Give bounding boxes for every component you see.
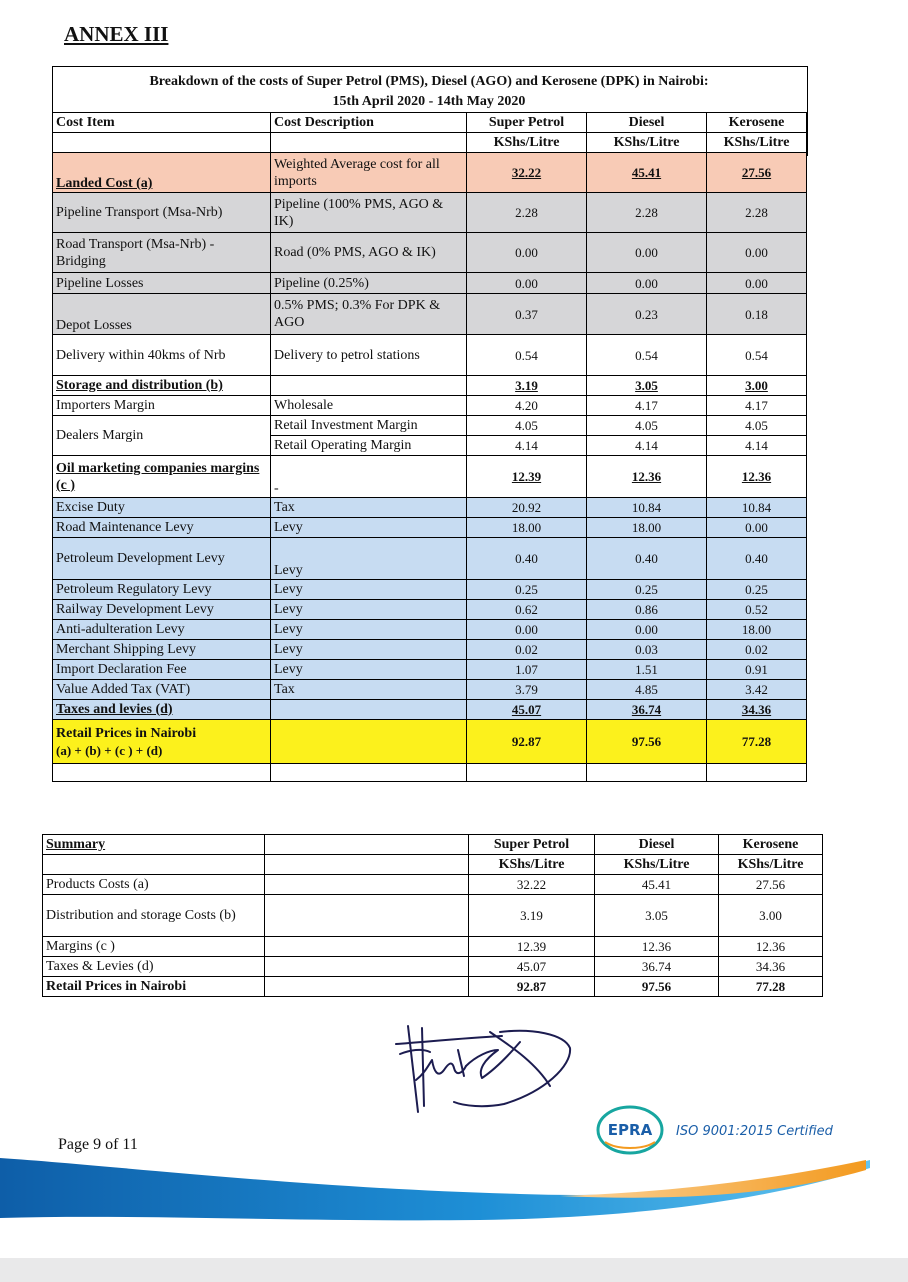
- row-diesel: 0.86: [587, 600, 707, 620]
- unit-kerosene: KShs/Litre: [707, 133, 807, 153]
- row-diesel: 0.54: [587, 335, 707, 376]
- row-diesel: 45.41: [587, 153, 707, 193]
- row-diesel: 4.14: [587, 436, 707, 456]
- table-row: [53, 600, 807, 620]
- summary-row: [43, 977, 823, 997]
- header-kerosene: Kerosene: [707, 113, 807, 133]
- row-item: Road Transport (Msa-Nrb) - Bridging: [53, 233, 271, 273]
- row-diesel: 0.03: [587, 640, 707, 660]
- row-kerosene: 10.84: [707, 498, 807, 518]
- row-diesel: 12.36: [587, 456, 707, 498]
- row-petrol: 92.87: [467, 720, 587, 764]
- row-diesel: 4.85: [587, 680, 707, 700]
- row-item: Landed Cost (a): [53, 153, 271, 193]
- logo-text: EPRA: [607, 1121, 653, 1139]
- retail-formula: (a) + (b) + (c ) + (d): [56, 742, 163, 758]
- summary-kerosene: 27.56: [719, 875, 823, 895]
- summary-kerosene: 77.28: [719, 977, 823, 997]
- summary-desc: [265, 957, 469, 977]
- unit-super-petrol: KShs/Litre: [467, 133, 587, 153]
- row-diesel: 0.00: [587, 233, 707, 273]
- row-petrol: 3.19: [467, 376, 587, 396]
- annex-heading: ANNEX III: [64, 22, 169, 46]
- row-item: Importers Margin: [53, 396, 271, 416]
- cost-breakdown-table: [52, 112, 807, 782]
- row-petrol: 32.22: [467, 153, 587, 193]
- row-diesel: 0.00: [587, 273, 707, 294]
- table-row: [53, 660, 807, 680]
- table-row: [53, 153, 807, 193]
- row-diesel: 4.05: [587, 416, 707, 436]
- table-row: [53, 416, 807, 436]
- table-row: [53, 396, 807, 416]
- summary-table: [42, 834, 823, 997]
- row-petrol: 0.40: [467, 538, 587, 580]
- row-kerosene: 0.91: [707, 660, 807, 680]
- row-petrol: 0.00: [467, 273, 587, 294]
- row-diesel: 0.23: [587, 294, 707, 335]
- header-cost-description: Cost Description: [271, 113, 467, 133]
- header-blank: [271, 133, 467, 153]
- row-item: Pipeline Transport (Msa-Nrb): [53, 193, 271, 233]
- row-petrol: 0.00: [467, 620, 587, 640]
- row-desc: Weighted Average cost for all imports: [271, 153, 467, 193]
- summary-header-super-petrol: Super Petrol: [469, 835, 595, 855]
- table-row: [53, 335, 807, 376]
- row-petrol: 0.02: [467, 640, 587, 660]
- row-item: Merchant Shipping Levy: [53, 640, 271, 660]
- summary-unit-kerosene: KShs/Litre: [719, 855, 823, 875]
- row-kerosene: 77.28: [707, 720, 807, 764]
- table-row: [53, 538, 807, 580]
- summary-diesel: 97.56: [595, 977, 719, 997]
- row-desc: Levy: [271, 580, 467, 600]
- summary-petrol: 92.87: [469, 977, 595, 997]
- row-petrol: 0.37: [467, 294, 587, 335]
- page-bottom-edge: [0, 1258, 908, 1282]
- row-diesel: 36.74: [587, 700, 707, 720]
- row-petrol: 0.00: [467, 233, 587, 273]
- iso-certification: ISO 9001:2015 Certified: [676, 1124, 833, 1139]
- table-row: [53, 193, 807, 233]
- table-row: [53, 580, 807, 600]
- row-kerosene: 3.42: [707, 680, 807, 700]
- row-petrol: 4.20: [467, 396, 587, 416]
- summary-kerosene: 3.00: [719, 895, 823, 937]
- row-kerosene: 0.40: [707, 538, 807, 580]
- summary-item: Distribution and storage Costs (b): [43, 895, 265, 937]
- row-kerosene: 0.02: [707, 640, 807, 660]
- summary-item: Margins (c ): [43, 937, 265, 957]
- row-desc: 0.5% PMS; 0.3% For DPK & AGO: [271, 294, 467, 335]
- summary-diesel: 45.41: [595, 875, 719, 895]
- table-row: [53, 518, 807, 538]
- summary-diesel: 12.36: [595, 937, 719, 957]
- row-item: Railway Development Levy: [53, 600, 271, 620]
- row-desc: Retail Investment Margin: [271, 416, 467, 436]
- summary-desc: [265, 895, 469, 937]
- table-row: [53, 620, 807, 640]
- row-petrol: 12.39: [467, 456, 587, 498]
- row-kerosene: 0.00: [707, 518, 807, 538]
- row-item: Excise Duty: [53, 498, 271, 518]
- summary-petrol: 32.22: [469, 875, 595, 895]
- row-desc: [271, 376, 467, 396]
- row-petrol: 2.28: [467, 193, 587, 233]
- spacer-cell: [467, 764, 587, 782]
- summary-unit-super-petrol: KShs/Litre: [469, 855, 595, 875]
- summary-petrol: 12.39: [469, 937, 595, 957]
- row-desc: Delivery to petrol stations: [271, 335, 467, 376]
- row-item: Dealers Margin: [53, 416, 271, 456]
- row-desc: Wholesale: [271, 396, 467, 416]
- row-item: Taxes and levies (d): [53, 700, 271, 720]
- table-row: [53, 233, 807, 273]
- spacer-cell: [271, 764, 467, 782]
- row-diesel: 10.84: [587, 498, 707, 518]
- row-kerosene: 12.36: [707, 456, 807, 498]
- row-desc: [271, 720, 467, 764]
- row-kerosene: 0.18: [707, 294, 807, 335]
- row-item: Road Maintenance Levy: [53, 518, 271, 538]
- row-diesel: 2.28: [587, 193, 707, 233]
- summary-blank: [265, 835, 469, 855]
- row-item: Depot Losses: [53, 294, 271, 335]
- row-desc: [271, 700, 467, 720]
- summary-desc: [265, 977, 469, 997]
- summary-row: [43, 895, 823, 937]
- summary-diesel: 3.05: [595, 895, 719, 937]
- row-kerosene: 3.00: [707, 376, 807, 396]
- row-diesel: 97.56: [587, 720, 707, 764]
- table-title: [52, 72, 806, 112]
- row-desc: Levy: [271, 538, 467, 580]
- summary-petrol: 3.19: [469, 895, 595, 937]
- row-kerosene: 18.00: [707, 620, 807, 640]
- row-desc: Levy: [271, 660, 467, 680]
- row-item: Petroleum Regulatory Levy: [53, 580, 271, 600]
- table-row: [53, 498, 807, 518]
- row-petrol: 0.62: [467, 600, 587, 620]
- row-item: [53, 720, 271, 764]
- footer-wave: [0, 1148, 908, 1258]
- row-item: Value Added Tax (VAT): [53, 680, 271, 700]
- row-kerosene: 34.36: [707, 700, 807, 720]
- summary-header-kerosene: Kerosene: [719, 835, 823, 855]
- row-desc: Retail Operating Margin: [271, 436, 467, 456]
- retail-label: Retail Prices in Nairobi: [56, 725, 197, 741]
- summary-row: [43, 957, 823, 977]
- unit-diesel: KShs/Litre: [587, 133, 707, 153]
- signature: [394, 1020, 574, 1120]
- row-desc: Levy: [271, 518, 467, 538]
- row-petrol: 0.54: [467, 335, 587, 376]
- row-diesel: 1.51: [587, 660, 707, 680]
- title-line-1: Breakdown of the costs of Super Petrol (PMS), Diesel (AGO) and Kerosene (DPK) in Nairobi:: [149, 74, 709, 89]
- row-petrol: 4.05: [467, 416, 587, 436]
- row-kerosene: 27.56: [707, 153, 807, 193]
- row-desc: Levy: [271, 620, 467, 640]
- spacer-cell: [53, 764, 271, 782]
- row-diesel: 0.25: [587, 580, 707, 600]
- row-item: Petroleum Development Levy: [53, 538, 271, 580]
- row-kerosene: 0.54: [707, 335, 807, 376]
- row-diesel: 4.17: [587, 396, 707, 416]
- row-desc: Levy: [271, 640, 467, 660]
- row-kerosene: 0.00: [707, 233, 807, 273]
- row-desc: Road (0% PMS, AGO & IK): [271, 233, 467, 273]
- row-desc: Tax: [271, 498, 467, 518]
- summary-kerosene: 12.36: [719, 937, 823, 957]
- row-petrol: 20.92: [467, 498, 587, 518]
- row-item: Storage and distribution (b): [53, 376, 271, 396]
- summary-item: Taxes & Levies (d): [43, 957, 265, 977]
- row-kerosene: 0.52: [707, 600, 807, 620]
- row-petrol: 45.07: [467, 700, 587, 720]
- row-kerosene: 4.17: [707, 396, 807, 416]
- row-petrol: 0.25: [467, 580, 587, 600]
- spacer-cell: [707, 764, 807, 782]
- row-kerosene: 2.28: [707, 193, 807, 233]
- table-row: [53, 640, 807, 660]
- row-desc: Pipeline (0.25%): [271, 273, 467, 294]
- row-kerosene: 4.14: [707, 436, 807, 456]
- row-item: Delivery within 40kms of Nrb: [53, 335, 271, 376]
- table-row: [53, 294, 807, 335]
- row-diesel: 3.05: [587, 376, 707, 396]
- row-petrol: 1.07: [467, 660, 587, 680]
- summary-kerosene: 34.36: [719, 957, 823, 977]
- row-desc: -: [271, 456, 467, 498]
- summary-desc: [265, 937, 469, 957]
- table-row: [53, 680, 807, 700]
- summary-blank: [265, 855, 469, 875]
- row-desc: Pipeline (100% PMS, AGO & IK): [271, 193, 467, 233]
- row-diesel: 0.00: [587, 620, 707, 640]
- summary-row: [43, 875, 823, 895]
- header-diesel: Diesel: [587, 113, 707, 133]
- row-petrol: 4.14: [467, 436, 587, 456]
- title-line-2: 15th April 2020 - 14th May 2020: [332, 94, 526, 109]
- row-desc: Levy: [271, 600, 467, 620]
- table-row: [53, 700, 807, 720]
- row-item: Pipeline Losses: [53, 273, 271, 294]
- summary-unit-diesel: KShs/Litre: [595, 855, 719, 875]
- row-item: Oil marketing companies margins (c ): [53, 456, 271, 498]
- spacer-cell: [587, 764, 707, 782]
- header-cost-item: Cost Item: [53, 113, 271, 133]
- row-diesel: 18.00: [587, 518, 707, 538]
- summary-item: Products Costs (a): [43, 875, 265, 895]
- row-kerosene: 4.05: [707, 416, 807, 436]
- summary-item: Retail Prices in Nairobi: [43, 977, 265, 997]
- table-row: [53, 376, 807, 396]
- page-number: Page 9 of 11: [58, 1136, 138, 1153]
- row-item: Anti-adulteration Levy: [53, 620, 271, 640]
- row-item: Import Declaration Fee: [53, 660, 271, 680]
- summary-petrol: 45.07: [469, 957, 595, 977]
- row-desc: Tax: [271, 680, 467, 700]
- row-diesel: 0.40: [587, 538, 707, 580]
- summary-row: [43, 937, 823, 957]
- summary-diesel: 36.74: [595, 957, 719, 977]
- summary-header-diesel: Diesel: [595, 835, 719, 855]
- row-kerosene: 0.00: [707, 273, 807, 294]
- summary-desc: [265, 875, 469, 895]
- table-row: [53, 720, 807, 764]
- row-petrol: 3.79: [467, 680, 587, 700]
- table-row: [53, 456, 807, 498]
- header-super-petrol: Super Petrol: [467, 113, 587, 133]
- header-blank: [53, 133, 271, 153]
- table-row: [53, 273, 807, 294]
- row-petrol: 18.00: [467, 518, 587, 538]
- summary-blank: [43, 855, 265, 875]
- row-kerosene: 0.25: [707, 580, 807, 600]
- summary-title: Summary: [43, 835, 265, 855]
